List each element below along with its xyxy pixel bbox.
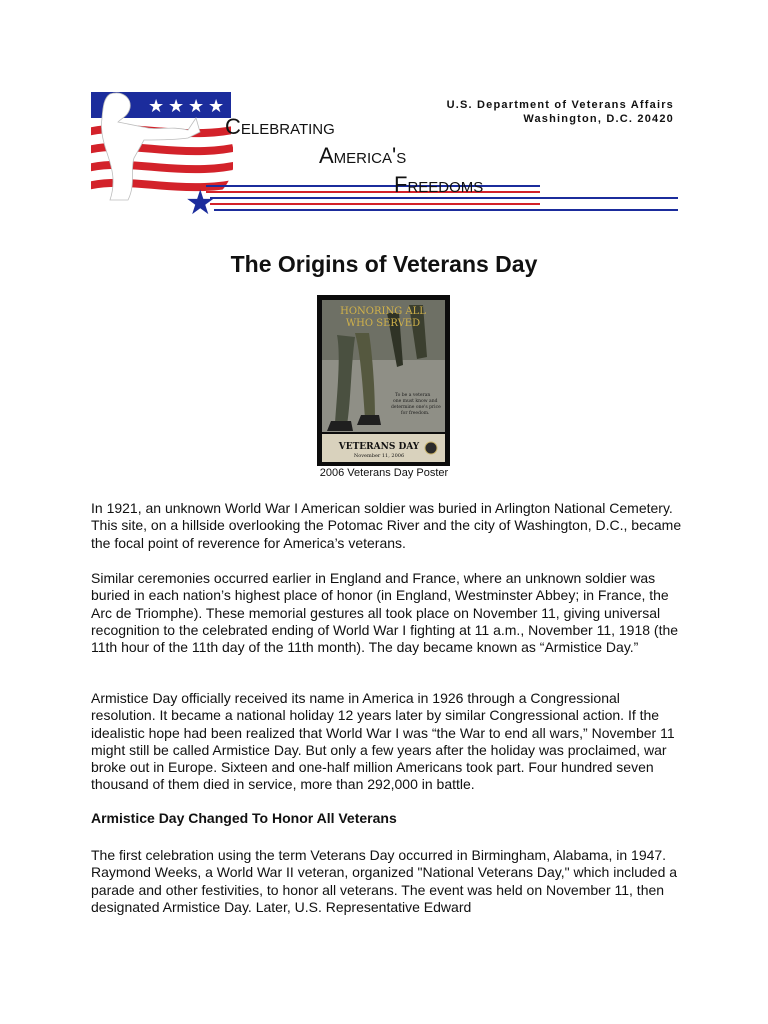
poster-footer-title: VETERANS DAY bbox=[338, 442, 420, 452]
svg-text:★: ★ bbox=[168, 96, 185, 117]
paragraph-4-text: The first celebration using the term Veterans Day occurred in Birmingham, Alabama, in 1947. Raymond Weeks, a World War II veteran, organized "National Veterans Day," which included a parade and other festivities, to honor all veterans. The event was held on November 11, then designated Armistice Day. Later, U.S. Representative Edward bbox=[91, 847, 678, 915]
logo-line-americas: America's bbox=[319, 143, 407, 168]
logo-line-celebrating: Celebrating bbox=[225, 114, 335, 139]
poster-quote-3: determine one's price bbox=[391, 405, 441, 410]
big-star-icon: ★ bbox=[185, 183, 216, 218]
poster-headline-2: WHO SERVED bbox=[345, 318, 421, 329]
paragraph-3-text: Armistice Day officially received its name in America in 1926 through a Congressional resolution. It became a national holiday 12 years later by similar Congressional action. If the idealistic hope had been realized that World War I was “the War to end all wars,” November 11 might still be called Armistice Day. But only a few years after the holiday was proclaimed, war broke out in Europe. Sixteen and one-half million Americans took part. Four hundred seven thousand of them died in service, more than 292,000 in battle. bbox=[91, 690, 675, 793]
poster-quote-1: To be a veteran bbox=[395, 393, 431, 398]
section-subheading: Armistice Day Changed To Honor All Veterans bbox=[91, 810, 397, 826]
agency-address-block bbox=[447, 98, 674, 126]
svg-text:★: ★ bbox=[208, 96, 225, 117]
agency-name: U.S. Department of Veterans Affairs bbox=[446, 99, 674, 111]
paragraph-4 bbox=[91, 847, 687, 916]
paragraph-2 bbox=[91, 570, 687, 656]
poster-quote-4: for freedom. bbox=[401, 411, 430, 416]
paragraph-1 bbox=[91, 500, 687, 552]
poster-caption: 2006 Veterans Day Poster bbox=[319, 467, 449, 479]
poster-headline-1: HONORING ALL bbox=[340, 306, 426, 317]
va-seal-icon bbox=[425, 442, 437, 454]
page-title: The Origins of Veterans Day bbox=[230, 251, 538, 277]
agency-address: Washington, D.C. 20420 bbox=[523, 113, 674, 125]
poster-quote-2: one must know and bbox=[393, 399, 438, 404]
poster-footer-date: November 11, 2006 bbox=[353, 453, 405, 459]
logo-line-freedoms: Freedoms bbox=[394, 172, 484, 197]
paragraph-3 bbox=[91, 690, 687, 794]
svg-text:★: ★ bbox=[188, 96, 205, 117]
paragraph-1-text: In 1921, an unknown World War I American soldier was buried in Arlington National Cemetery. This site, on a hillside overlooking the Potomac River and the city of Washington, D.C., became the focal point of reverence for America’s veterans. bbox=[91, 500, 682, 551]
svg-text:★: ★ bbox=[148, 96, 165, 117]
paragraph-2-text: Similar ceremonies occurred earlier in England and France, where an unknown soldier was buried in each nation’s highest place of honor (in England, Westminster Abbey; in France, the Arc de Triomphe). These memorial gestures all took place on November 11, giving universal recognition to the celebrated ending of World War I fighting at 11 a.m., November 11, 1918 (the 11th hour of the 11th day of the 11th month). The day became known as “Armistice Day.” bbox=[91, 570, 679, 656]
veterans-day-poster-image bbox=[317, 295, 450, 466]
